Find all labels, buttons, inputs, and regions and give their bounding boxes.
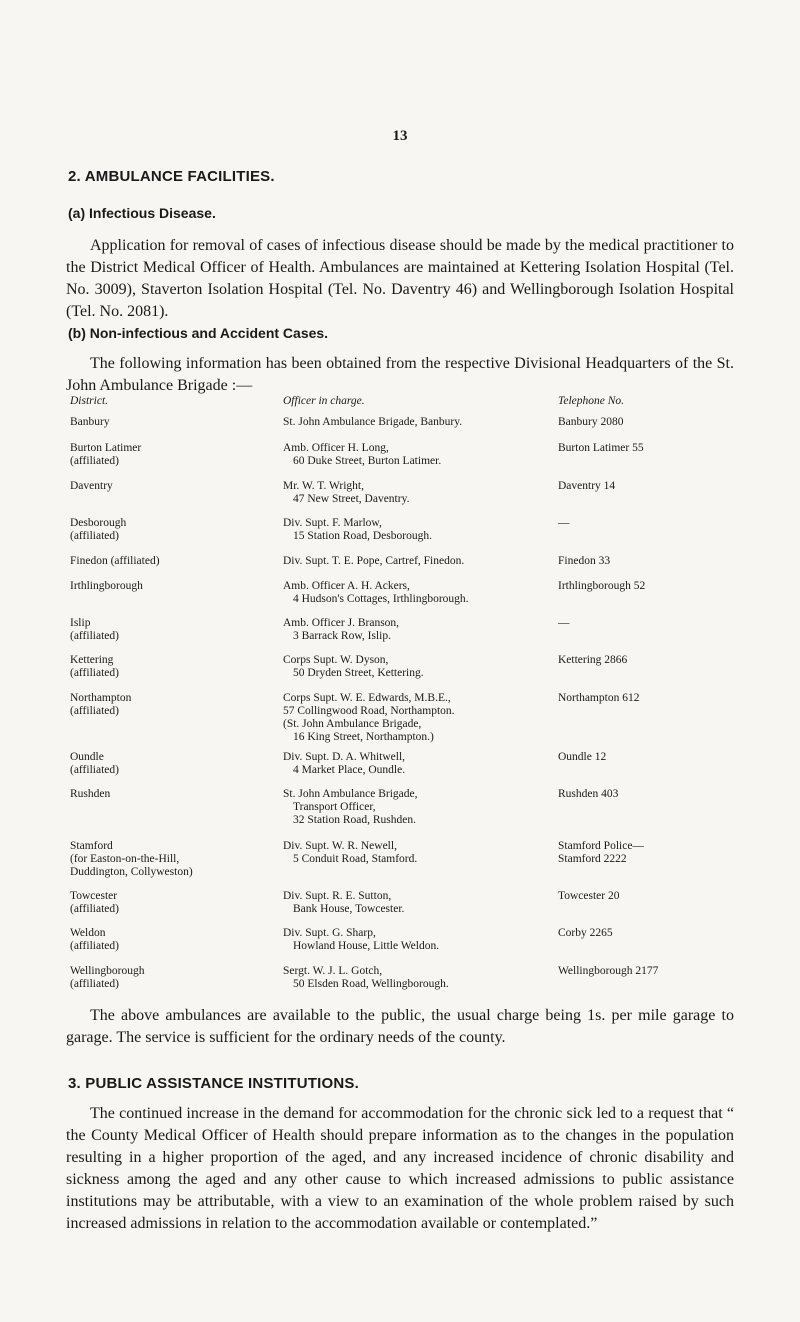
district-cell <box>70 927 280 953</box>
officer-cell <box>283 788 555 827</box>
cell-text: (St. John Ambulance Brigade, <box>283 718 422 730</box>
cell-text: Transport Officer, <box>293 801 376 813</box>
cell-text: Weldon <box>70 927 106 939</box>
district-cell <box>70 840 280 879</box>
officer-cell <box>283 890 555 916</box>
cell-text: St. John Ambulance Brigade, <box>283 788 418 800</box>
cell-text: — <box>558 617 570 629</box>
cell-text: Rushden <box>70 788 111 800</box>
cell-text: (affiliated) <box>70 764 119 776</box>
district-cell <box>70 442 280 468</box>
officer-cell <box>283 927 555 953</box>
cell-text: Duddington, Collyweston) <box>70 866 193 878</box>
page-number: 13 <box>392 128 408 144</box>
cell-text: Div. Supt. R. E. Sutton, <box>283 890 392 902</box>
cell-text: 4 Market Place, Oundle. <box>293 764 406 776</box>
officer-cell <box>283 654 555 680</box>
cell-text: Div. Supt. G. Sharp, <box>283 927 376 939</box>
cell-text: 3 Barrack Row, Islip. <box>293 630 391 642</box>
cell-text: Wellingborough 2177 <box>558 965 659 977</box>
cell-text: (affiliated) <box>70 978 119 990</box>
telephone-cell <box>558 788 740 801</box>
header-officer: Officer in charge. <box>283 395 365 407</box>
telephone-cell <box>558 751 740 764</box>
cell-text: Div. Supt. W. R. Newell, <box>283 840 397 852</box>
cell-text: Howland House, Little Weldon. <box>293 940 440 952</box>
district-cell <box>70 890 280 916</box>
officer-cell <box>283 416 555 429</box>
cell-text: Div. Supt. D. A. Whitwell, <box>283 751 406 763</box>
cell-text: (affiliated) <box>70 630 119 642</box>
district-cell <box>70 555 280 568</box>
cell-text: Banbury 2080 <box>558 416 624 428</box>
cell-text: Finedon (affiliated) <box>70 555 160 567</box>
district-cell <box>70 580 280 593</box>
cell-text: 32 Station Road, Rushden. <box>293 814 416 826</box>
cell-text: Towcester <box>70 890 118 902</box>
officer-cell <box>283 555 555 568</box>
cell-text: Kettering <box>70 654 114 666</box>
district-cell <box>70 654 280 680</box>
cell-text: 60 Duke Street, Burton Latimer. <box>293 455 442 467</box>
cell-text: — <box>558 517 570 529</box>
cell-text: Amb. Officer H. Long, <box>283 442 389 454</box>
cell-text: Daventry 14 <box>558 480 616 492</box>
telephone-cell <box>558 840 740 866</box>
section-2-heading: 2. AMBULANCE FACILITIES. <box>68 168 275 185</box>
cell-text: (affiliated) <box>70 705 119 717</box>
cell-text: (for Easton-on-the-Hill, <box>70 853 180 865</box>
cell-text: Corps Supt. W. Dyson, <box>283 654 389 666</box>
cell-text: Wellingborough <box>70 965 145 977</box>
cell-text: Corby 2265 <box>558 927 613 939</box>
subsection-a-heading: (a) Infectious Disease. <box>68 205 216 221</box>
telephone-cell <box>558 480 740 493</box>
cell-text: Stamford <box>70 840 113 852</box>
cell-text: Oundle <box>70 751 104 763</box>
cell-text: 47 New Street, Daventry. <box>293 493 410 505</box>
cell-text: 16 King Street, Northampton.) <box>293 731 434 743</box>
cell-text: (affiliated) <box>70 455 119 467</box>
cell-text: 15 Station Road, Desborough. <box>293 530 432 542</box>
cell-text: 50 Elsden Road, Wellingborough. <box>293 978 449 990</box>
cell-text: Northampton <box>70 692 132 704</box>
cell-text: Stamford Police— <box>558 840 644 852</box>
header-telephone: Telephone No. <box>558 395 625 407</box>
cell-text: 50 Dryden Street, Kettering. <box>293 667 424 679</box>
telephone-cell <box>558 927 740 940</box>
telephone-cell <box>558 654 740 667</box>
district-cell <box>70 517 280 543</box>
cell-text: Amb. Officer A. H. Ackers, <box>283 580 410 592</box>
cell-text: Corps Supt. W. E. Edwards, M.B.E., <box>283 692 451 704</box>
cell-text: 5 Conduit Road, Stamford. <box>293 853 418 865</box>
cell-text: 57 Collingwood Road, Northampton. <box>283 705 455 717</box>
infectious-disease-paragraph: Application for removal of cases of infectious disease should be made by the medical practitioner to the District Medical Officer of Health. Ambulances are maintained at Kettering Isolation Hospital (Tel. No. 3009), Staverton Isolation Hospital (Tel. No. Daventry 46) and Wellingborough Isolation Hospital (Tel. No. 2081). <box>66 237 734 320</box>
header-district: District. <box>70 395 109 407</box>
section-3-heading: 3. PUBLIC ASSISTANCE INSTITUTIONS. <box>68 1075 359 1092</box>
district-cell <box>70 965 280 991</box>
cell-text: (affiliated) <box>70 667 119 679</box>
cell-text: (affiliated) <box>70 940 119 952</box>
cell-text: Sergt. W. J. L. Gotch, <box>283 965 383 977</box>
officer-cell <box>283 442 555 468</box>
telephone-cell <box>558 580 740 593</box>
non-infectious-paragraph: The following information has been obtained from the respective Divisional Headquarters of the St. John Ambulance Brigade :— <box>66 355 734 394</box>
cell-text: Banbury <box>70 416 110 428</box>
district-cell <box>70 692 280 718</box>
telephone-cell <box>558 517 740 530</box>
cell-text: Towcester 20 <box>558 890 620 902</box>
cell-text: Finedon 33 <box>558 555 611 567</box>
district-cell <box>70 617 280 643</box>
telephone-cell <box>558 890 740 903</box>
cell-text: Div. Supt. F. Marlow, <box>283 517 382 529</box>
cell-text: Stamford 2222 <box>558 853 627 865</box>
cell-text: Div. Supt. T. E. Pope, Cartref, Finedon. <box>283 555 465 567</box>
officer-cell <box>283 692 555 744</box>
cell-text: Oundle 12 <box>558 751 607 763</box>
officer-cell <box>283 965 555 991</box>
cell-text: Northampton 612 <box>558 692 640 704</box>
telephone-cell <box>558 617 740 630</box>
cell-text: Amb. Officer J. Branson, <box>283 617 400 629</box>
cell-text: Burton Latimer 55 <box>558 442 644 454</box>
telephone-cell <box>558 442 740 455</box>
district-cell <box>70 480 280 493</box>
cell-text: Islip <box>70 617 91 629</box>
telephone-cell <box>558 692 740 705</box>
cell-text: Irthlingborough <box>70 580 143 592</box>
cell-text: 4 Hudson's Cottages, Irthlingborough. <box>293 593 469 605</box>
telephone-cell <box>558 555 740 568</box>
district-cell <box>70 788 280 801</box>
cell-text: Mr. W. T. Wright, <box>283 480 365 492</box>
officer-cell <box>283 617 555 643</box>
cell-text: (affiliated) <box>70 530 119 542</box>
cell-text: Rushden 403 <box>558 788 619 800</box>
cell-text: Daventry <box>70 480 113 492</box>
subsection-b-heading: (b) Non-infectious and Accident Cases. <box>68 325 329 341</box>
officer-cell <box>283 480 555 506</box>
charges-paragraph: The above ambulances are available to the public, the usual charge being 1s. per mile garage to garage. The service is sufficient for the ordinary needs of the county. <box>66 1007 734 1046</box>
officer-cell <box>283 517 555 543</box>
table-header <box>70 395 740 409</box>
cell-text: Bank House, Towcester. <box>293 903 405 915</box>
cell-text: (affiliated) <box>70 903 119 915</box>
officer-cell <box>283 751 555 777</box>
telephone-cell <box>558 416 740 429</box>
cell-text: Desborough <box>70 517 127 529</box>
public-assistance-paragraph: The continued increase in the demand for accommodation for the chronic sick led to a request that “ the County Medical Officer of Health should prepare information as to the changes in the population resulting in a higher proportion of the aged, and any increased incidence of chronic disability and sickness among the aged and any other cause to which increased admissions to public assistance institutions may be attributable, with a view to an examination of the whole problem raised by such increased admissions in relation to the accommodation available or contemplated.” <box>66 1105 734 1232</box>
cell-text: Irthlingborough 52 <box>558 580 646 592</box>
officer-cell <box>283 840 555 866</box>
cell-text: Kettering 2866 <box>558 654 628 666</box>
telephone-cell <box>558 965 740 978</box>
district-cell <box>70 751 280 777</box>
district-cell <box>70 416 280 429</box>
cell-text: St. John Ambulance Brigade, Banbury. <box>283 416 463 428</box>
cell-text: Burton Latimer <box>70 442 142 454</box>
officer-cell <box>283 580 555 606</box>
